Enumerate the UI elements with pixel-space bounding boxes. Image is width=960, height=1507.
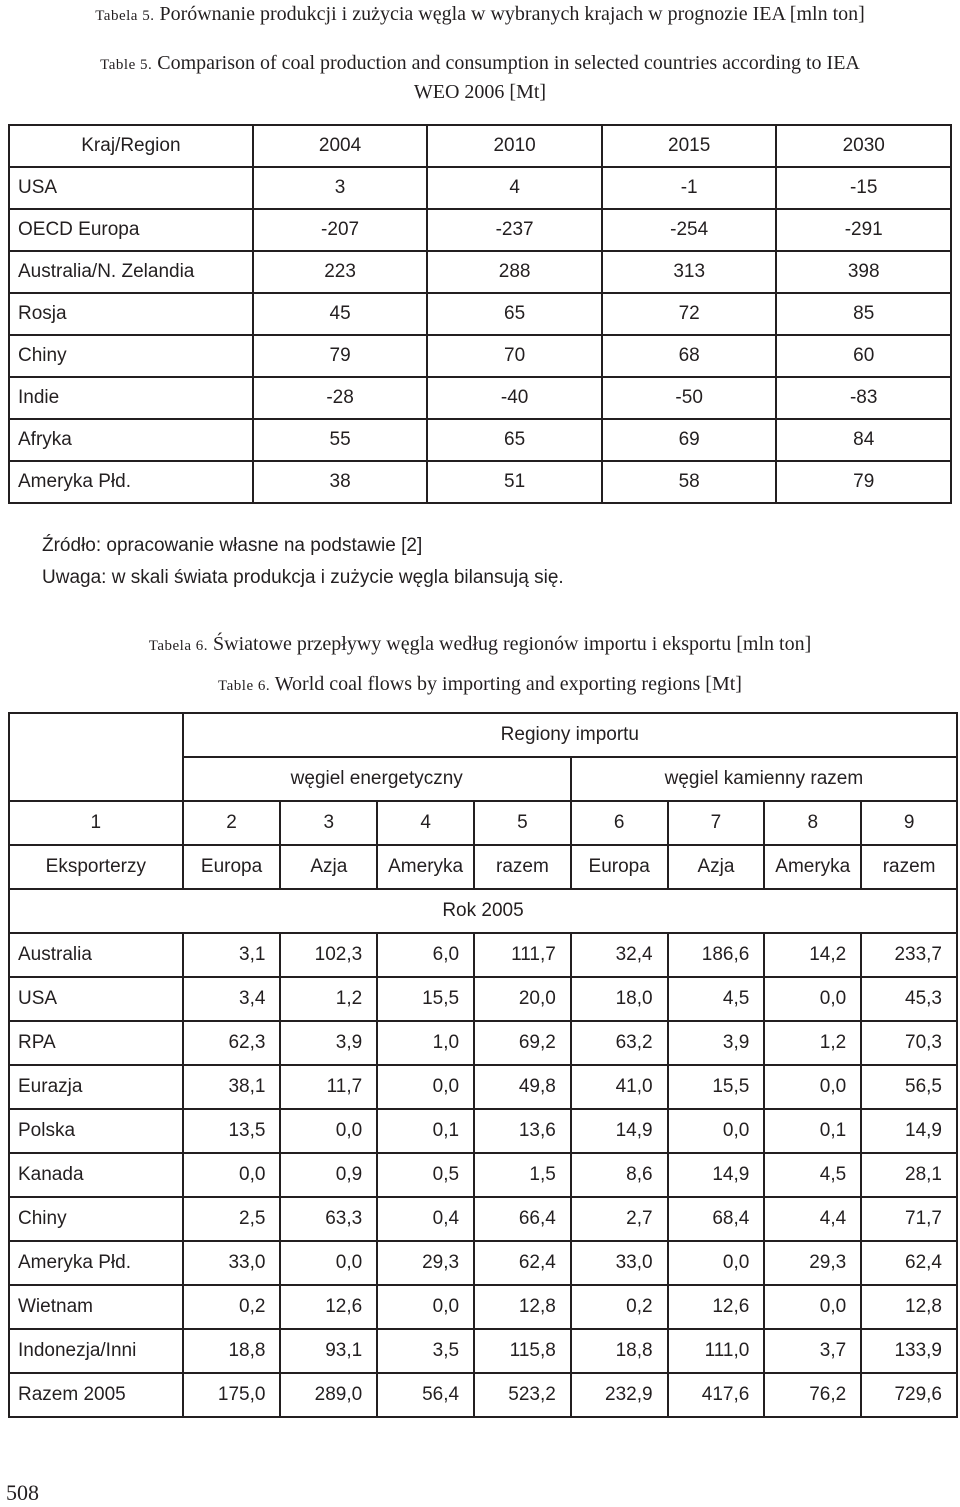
table-cell: 6,0 [377, 933, 474, 977]
table-cell: 12,6 [668, 1285, 765, 1329]
table-cell: 93,1 [280, 1329, 377, 1373]
table-cell: 79 [253, 335, 428, 377]
table-row [9, 209, 951, 251]
column-header: Kraj/Region [9, 125, 253, 167]
table-cell: 288 [427, 251, 602, 293]
table-cell: 0,4 [377, 1197, 474, 1241]
table-cell: -83 [776, 377, 951, 419]
column-header: Azja [280, 845, 377, 889]
column-header-row [9, 845, 957, 889]
column-number: 8 [764, 801, 861, 845]
table-cell: 12,8 [861, 1285, 957, 1329]
table-cell: -1 [602, 167, 777, 209]
table-row [9, 1021, 957, 1065]
table-cell: 4,4 [764, 1197, 861, 1241]
table-cell: 0,2 [571, 1285, 668, 1329]
column-number: 6 [571, 801, 668, 845]
table-row [9, 1197, 957, 1241]
column-number-row [9, 801, 957, 845]
table-cell: 1,2 [764, 1021, 861, 1065]
table-cell: 3,9 [280, 1021, 377, 1065]
table-cell: 84 [776, 419, 951, 461]
table-cell: 58 [602, 461, 777, 503]
table-cell: 51 [427, 461, 602, 503]
table-cell: 62,4 [474, 1241, 571, 1285]
row-label: Chiny [9, 335, 253, 377]
table-cell: 289,0 [280, 1373, 377, 1417]
table-cell: 2,5 [183, 1197, 281, 1241]
table-cell: 232,9 [571, 1373, 668, 1417]
column-number: 3 [280, 801, 377, 845]
column-header: razem [474, 845, 571, 889]
table6 [8, 712, 958, 1418]
table-cell: 3,4 [183, 977, 281, 1021]
row-label: Wietnam [9, 1285, 183, 1329]
row-label: USA [9, 977, 183, 1021]
table-cell: 0,0 [280, 1241, 377, 1285]
table-cell: 29,3 [764, 1241, 861, 1285]
column-header: 2030 [776, 125, 951, 167]
table-cell: 4,5 [668, 977, 765, 1021]
table-row [9, 377, 951, 419]
table-cell: 33,0 [183, 1241, 281, 1285]
table-cell: -15 [776, 167, 951, 209]
table-cell: 417,6 [668, 1373, 765, 1417]
table-cell: 0,0 [280, 1109, 377, 1153]
header-blank-cell [9, 713, 183, 801]
group-hard-coal-total-header: węgiel kamienny razem [571, 757, 957, 801]
column-header: 2004 [253, 125, 428, 167]
table-cell: -254 [602, 209, 777, 251]
table-cell: 111,7 [474, 933, 571, 977]
row-label: USA [9, 167, 253, 209]
table-cell: 0,0 [377, 1065, 474, 1109]
table-cell: -291 [776, 209, 951, 251]
table-cell: 71,7 [861, 1197, 957, 1241]
row-label: Eurazja [9, 1065, 183, 1109]
column-header: Europa [183, 845, 281, 889]
table-cell: 33,0 [571, 1241, 668, 1285]
table-cell: -40 [427, 377, 602, 419]
table-cell: 72 [602, 293, 777, 335]
table-cell: 223 [253, 251, 428, 293]
table-cell: 15,5 [377, 977, 474, 1021]
table-cell: 63,3 [280, 1197, 377, 1241]
table-cell: 0,0 [183, 1153, 281, 1197]
table-row [9, 1241, 957, 1285]
table-row [9, 293, 951, 335]
table-cell: 20,0 [474, 977, 571, 1021]
table-cell: 233,7 [861, 933, 957, 977]
table-cell: 13,5 [183, 1109, 281, 1153]
table-cell: 0,0 [668, 1241, 765, 1285]
table-cell: 1,2 [280, 977, 377, 1021]
table5 [8, 124, 952, 504]
table-cell: -50 [602, 377, 777, 419]
table-cell: 0,5 [377, 1153, 474, 1197]
table-cell: 3,1 [183, 933, 281, 977]
table-cell: 70,3 [861, 1021, 957, 1065]
table-cell: 3,9 [668, 1021, 765, 1065]
table-cell: 0,0 [764, 977, 861, 1021]
table-cell: 66,4 [474, 1197, 571, 1241]
table-cell: 4 [427, 167, 602, 209]
table-cell: 32,4 [571, 933, 668, 977]
table-cell: -207 [253, 209, 428, 251]
table-cell: 186,6 [668, 933, 765, 977]
table-cell: 1,5 [474, 1153, 571, 1197]
table-cell: 56,5 [861, 1065, 957, 1109]
page-number: 508 [6, 1480, 39, 1505]
table-cell: 56,4 [377, 1373, 474, 1417]
table-cell: 523,2 [474, 1373, 571, 1417]
table-cell: 14,2 [764, 933, 861, 977]
row-label: Rosja [9, 293, 253, 335]
table-cell: 175,0 [183, 1373, 281, 1417]
table-cell: 2,7 [571, 1197, 668, 1241]
table-cell: 15,5 [668, 1065, 765, 1109]
table-row [9, 1285, 957, 1329]
table-cell: -28 [253, 377, 428, 419]
column-header: Eksporterzy [9, 845, 183, 889]
table-cell: 28,1 [861, 1153, 957, 1197]
column-header: Ameryka [377, 845, 474, 889]
row-label: Australia [9, 933, 183, 977]
import-regions-header: Regiony importu [183, 713, 957, 757]
table-cell: 76,2 [764, 1373, 861, 1417]
table-cell: 18,0 [571, 977, 668, 1021]
table-cell: 65 [427, 419, 602, 461]
table-cell: 68 [602, 335, 777, 377]
column-number: 1 [9, 801, 183, 845]
table-cell: 12,6 [280, 1285, 377, 1329]
table5-label-en: Table 5. [100, 57, 153, 73]
row-label: Afryka [9, 419, 253, 461]
table-cell: 65 [427, 293, 602, 335]
table-cell: 69 [602, 419, 777, 461]
table5-source: Źródło: opracowanie własne na podstawie [2] [42, 535, 423, 556]
year-label: Rok 2005 [9, 889, 957, 933]
row-label: Indie [9, 377, 253, 419]
table-cell: 45 [253, 293, 428, 335]
column-header: Europa [571, 845, 668, 889]
table-cell: 8,6 [571, 1153, 668, 1197]
table5-title-en-line2: WEO 2006 [Mt] [413, 81, 547, 103]
table6-title-en [0, 672, 960, 698]
row-label: Razem 2005 [9, 1373, 183, 1417]
table-cell: 62,4 [861, 1241, 957, 1285]
table-cell: 14,9 [861, 1109, 957, 1153]
table-cell: 14,9 [571, 1109, 668, 1153]
table-cell: 12,8 [474, 1285, 571, 1329]
row-label: Chiny [9, 1197, 183, 1241]
row-label: OECD Europa [9, 209, 253, 251]
row-label: Australia/N. Zelandia [9, 251, 253, 293]
row-label: RPA [9, 1021, 183, 1065]
table5-header-row [9, 125, 951, 167]
table-row [9, 461, 951, 503]
table-row [9, 1065, 957, 1109]
table-cell: 55 [253, 419, 428, 461]
table6-title-en-text: World coal flows by importing and exporting regions [Mt] [274, 673, 742, 695]
table-cell: 85 [776, 293, 951, 335]
table-cell: 729,6 [861, 1373, 957, 1417]
table-cell: 0,9 [280, 1153, 377, 1197]
column-header: 2015 [602, 125, 777, 167]
table-cell: -237 [427, 209, 602, 251]
table-cell: 0,1 [764, 1109, 861, 1153]
table-cell: 14,9 [668, 1153, 765, 1197]
row-label: Polska [9, 1109, 183, 1153]
row-label: Ameryka Płd. [9, 461, 253, 503]
table-cell: 3,7 [764, 1329, 861, 1373]
table-cell: 38 [253, 461, 428, 503]
table-cell: 0,0 [377, 1285, 474, 1329]
table-cell: 63,2 [571, 1021, 668, 1065]
table-cell: 60 [776, 335, 951, 377]
table-cell: 70 [427, 335, 602, 377]
column-header: razem [861, 845, 957, 889]
table-cell: 111,0 [668, 1329, 765, 1373]
table5-label-pl: Tabela 5. [95, 8, 155, 24]
table-row [9, 1109, 957, 1153]
column-number: 7 [668, 801, 765, 845]
table-cell: 133,9 [861, 1329, 957, 1373]
row-label: Kanada [9, 1153, 183, 1197]
table-cell: 3 [253, 167, 428, 209]
table-row [9, 335, 951, 377]
table-row [9, 419, 951, 461]
table-row [9, 1373, 957, 1417]
table-cell: 41,0 [571, 1065, 668, 1109]
table-cell: 45,3 [861, 977, 957, 1021]
table-cell: 0,1 [377, 1109, 474, 1153]
table-cell: 18,8 [571, 1329, 668, 1373]
table6-label-pl: Tabela 6. [148, 638, 209, 654]
table-cell: 38,1 [183, 1065, 281, 1109]
table-cell: 69,2 [474, 1021, 571, 1065]
table-cell: 0,0 [764, 1285, 861, 1329]
table-cell: 3,5 [377, 1329, 474, 1373]
table-cell: 1,0 [377, 1021, 474, 1065]
column-number: 5 [474, 801, 571, 845]
table-row [9, 1329, 957, 1373]
table5-title-pl-text: Porównanie produkcji i zużycia węgla w wybranych krajach w prognozie IEA [mln ton] [159, 3, 865, 25]
table-row [9, 933, 957, 977]
table-cell: 68,4 [668, 1197, 765, 1241]
table-cell: 0,0 [764, 1065, 861, 1109]
table-cell: 11,7 [280, 1065, 377, 1109]
table-cell: 398 [776, 251, 951, 293]
table-cell: 115,8 [474, 1329, 571, 1373]
column-header: Azja [668, 845, 765, 889]
table-row [9, 1153, 957, 1197]
row-label: Indonezja/Inni [9, 1329, 183, 1373]
table5-title-en-text: Comparison of coal production and consumption in selected countries according to IEA [157, 52, 860, 74]
table-cell: 62,3 [183, 1021, 281, 1065]
table-row [9, 167, 951, 209]
table-cell: 313 [602, 251, 777, 293]
table-cell: 49,8 [474, 1065, 571, 1109]
column-header: 2010 [427, 125, 602, 167]
table5-title-en [0, 51, 960, 77]
column-number: 4 [377, 801, 474, 845]
row-label: Ameryka Płd. [9, 1241, 183, 1285]
table-cell: 13,6 [474, 1109, 571, 1153]
table-cell: 0,0 [668, 1109, 765, 1153]
table-cell: 18,8 [183, 1329, 281, 1373]
table-cell: 29,3 [377, 1241, 474, 1285]
table-cell: 4,5 [764, 1153, 861, 1197]
table-cell: 102,3 [280, 933, 377, 977]
table-cell: 0,2 [183, 1285, 281, 1329]
table5-title-pl [0, 2, 960, 28]
group-energy-coal-header: węgiel energetyczny [183, 757, 571, 801]
column-number: 2 [183, 801, 281, 845]
column-header: Ameryka [764, 845, 861, 889]
table-row [9, 251, 951, 293]
table-row [9, 977, 957, 1021]
table6-title-pl [0, 632, 960, 658]
table6-label-en: Table 6. [218, 678, 271, 694]
table6-title-pl-text: Światowe przepływy węgla według regionów importu i eksportu [mln ton] [213, 633, 812, 655]
table5-note: Uwaga: w skali świata produkcja i zużycie węgla bilansują się. [42, 567, 564, 588]
column-number: 9 [861, 801, 957, 845]
table-cell: 79 [776, 461, 951, 503]
